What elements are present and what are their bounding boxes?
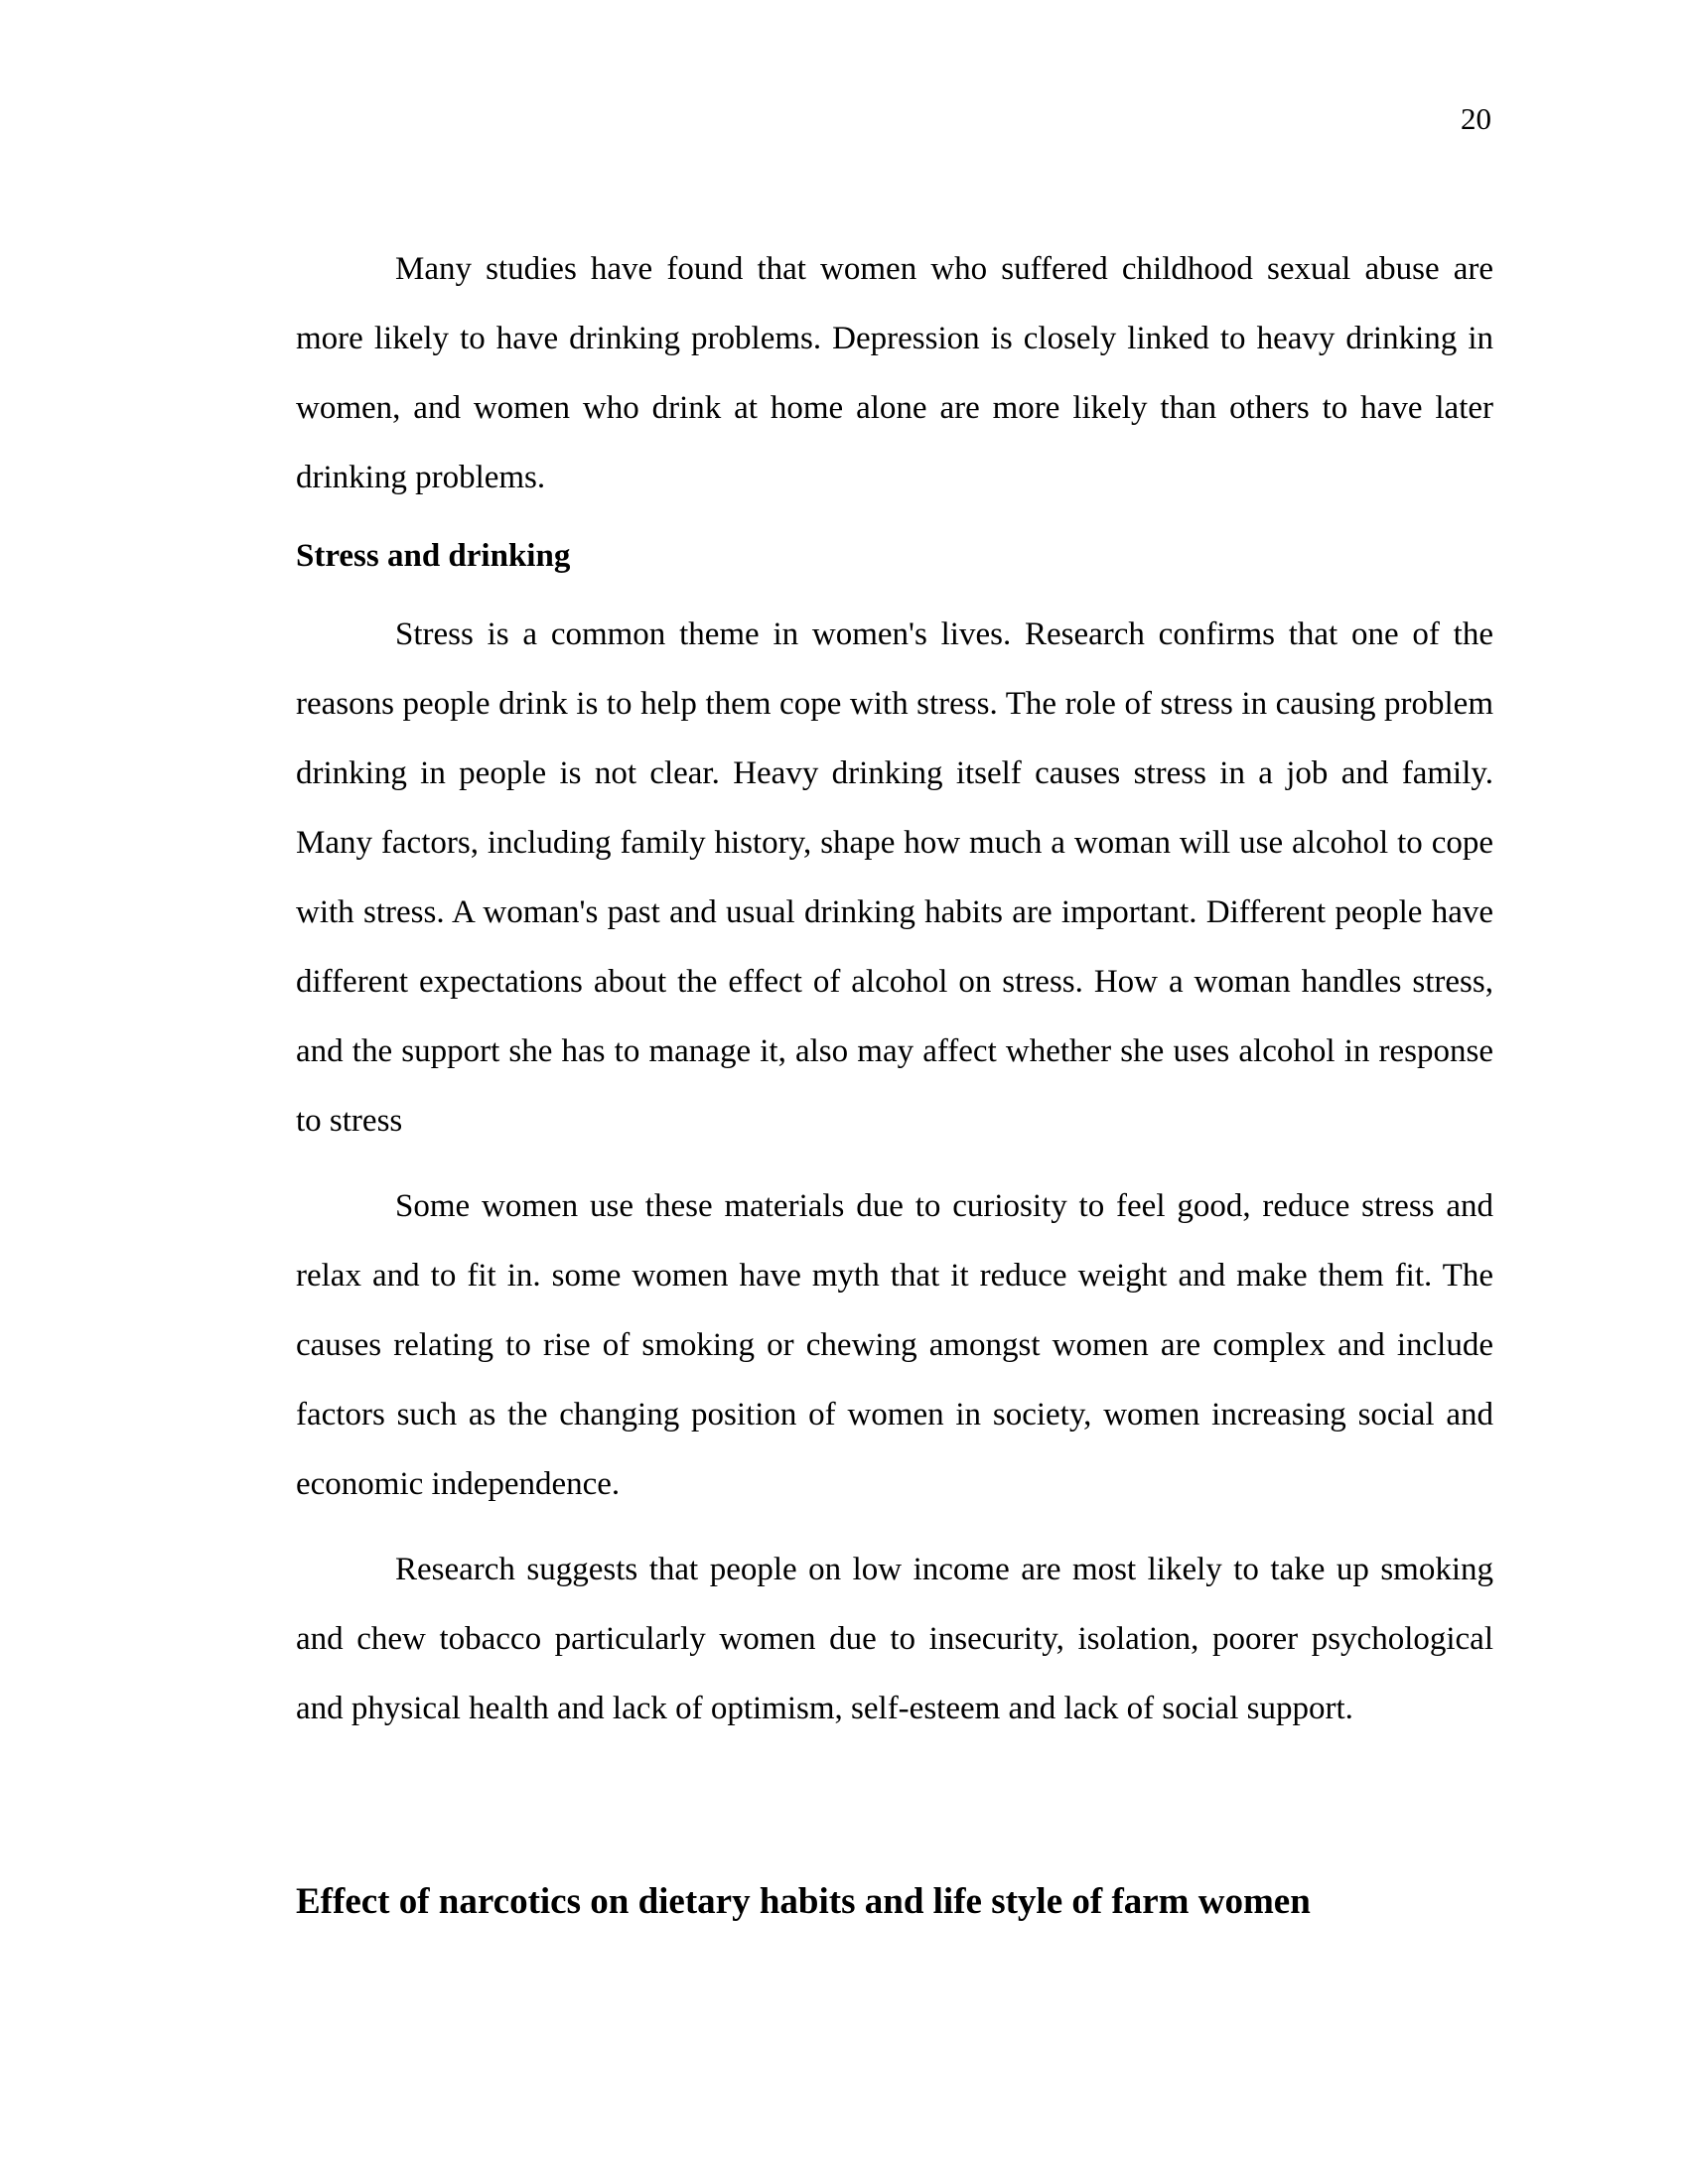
page-number: 20: [1461, 101, 1491, 136]
paragraph-low-income: Research suggests that people on low income are most likely to take up smoking and chew tobacco particularly women due to insecurity, isolation, poorer psychological and physical health and lack of optimism, self-esteem and lack of social support.: [296, 1552, 1493, 1726]
page-content: [296, 234, 1493, 1930]
paragraph-curiosity: Some women use these materials due to curiosity to feel good, reduce stress and relax and to fit in. some women have myth that it reduce weight and make them fit. The causes relating to rise of smoking or chewing amongst women are complex and include factors such as the changing position of women in society, women increasing social and economic independence.: [296, 1188, 1493, 1502]
heading-stress-and-drinking: Stress and drinking: [296, 538, 571, 574]
heading-effect-of-narcotics: Effect of narcotics on dietary habits and life style of farm women: [296, 1881, 1311, 1922]
paragraph-stress: Stress is a common theme in women's lives. Research confirms that one of the reasons people drink is to help them cope with stress. The role of stress in causing problem drinking in people is not clear. Heavy drinking itself causes stress in a job and family. Many factors, including family history, shape how much a woman will use alcohol to cope with stress. A woman's past and usual drinking habits are important. Different people have different expectations about the effect of alcohol on stress. How a woman handles stress, and the support she has to manage it, also may affect whether she uses alcohol in response to stress: [296, 616, 1493, 1139]
paragraph-childhood-abuse: Many studies have found that women who suffered childhood sexual abuse are more likely to have drinking problems. Depression is closely linked to heavy drinking in women, and women who drink at home alone are more likely than others to have later drinking problems.: [296, 251, 1493, 495]
